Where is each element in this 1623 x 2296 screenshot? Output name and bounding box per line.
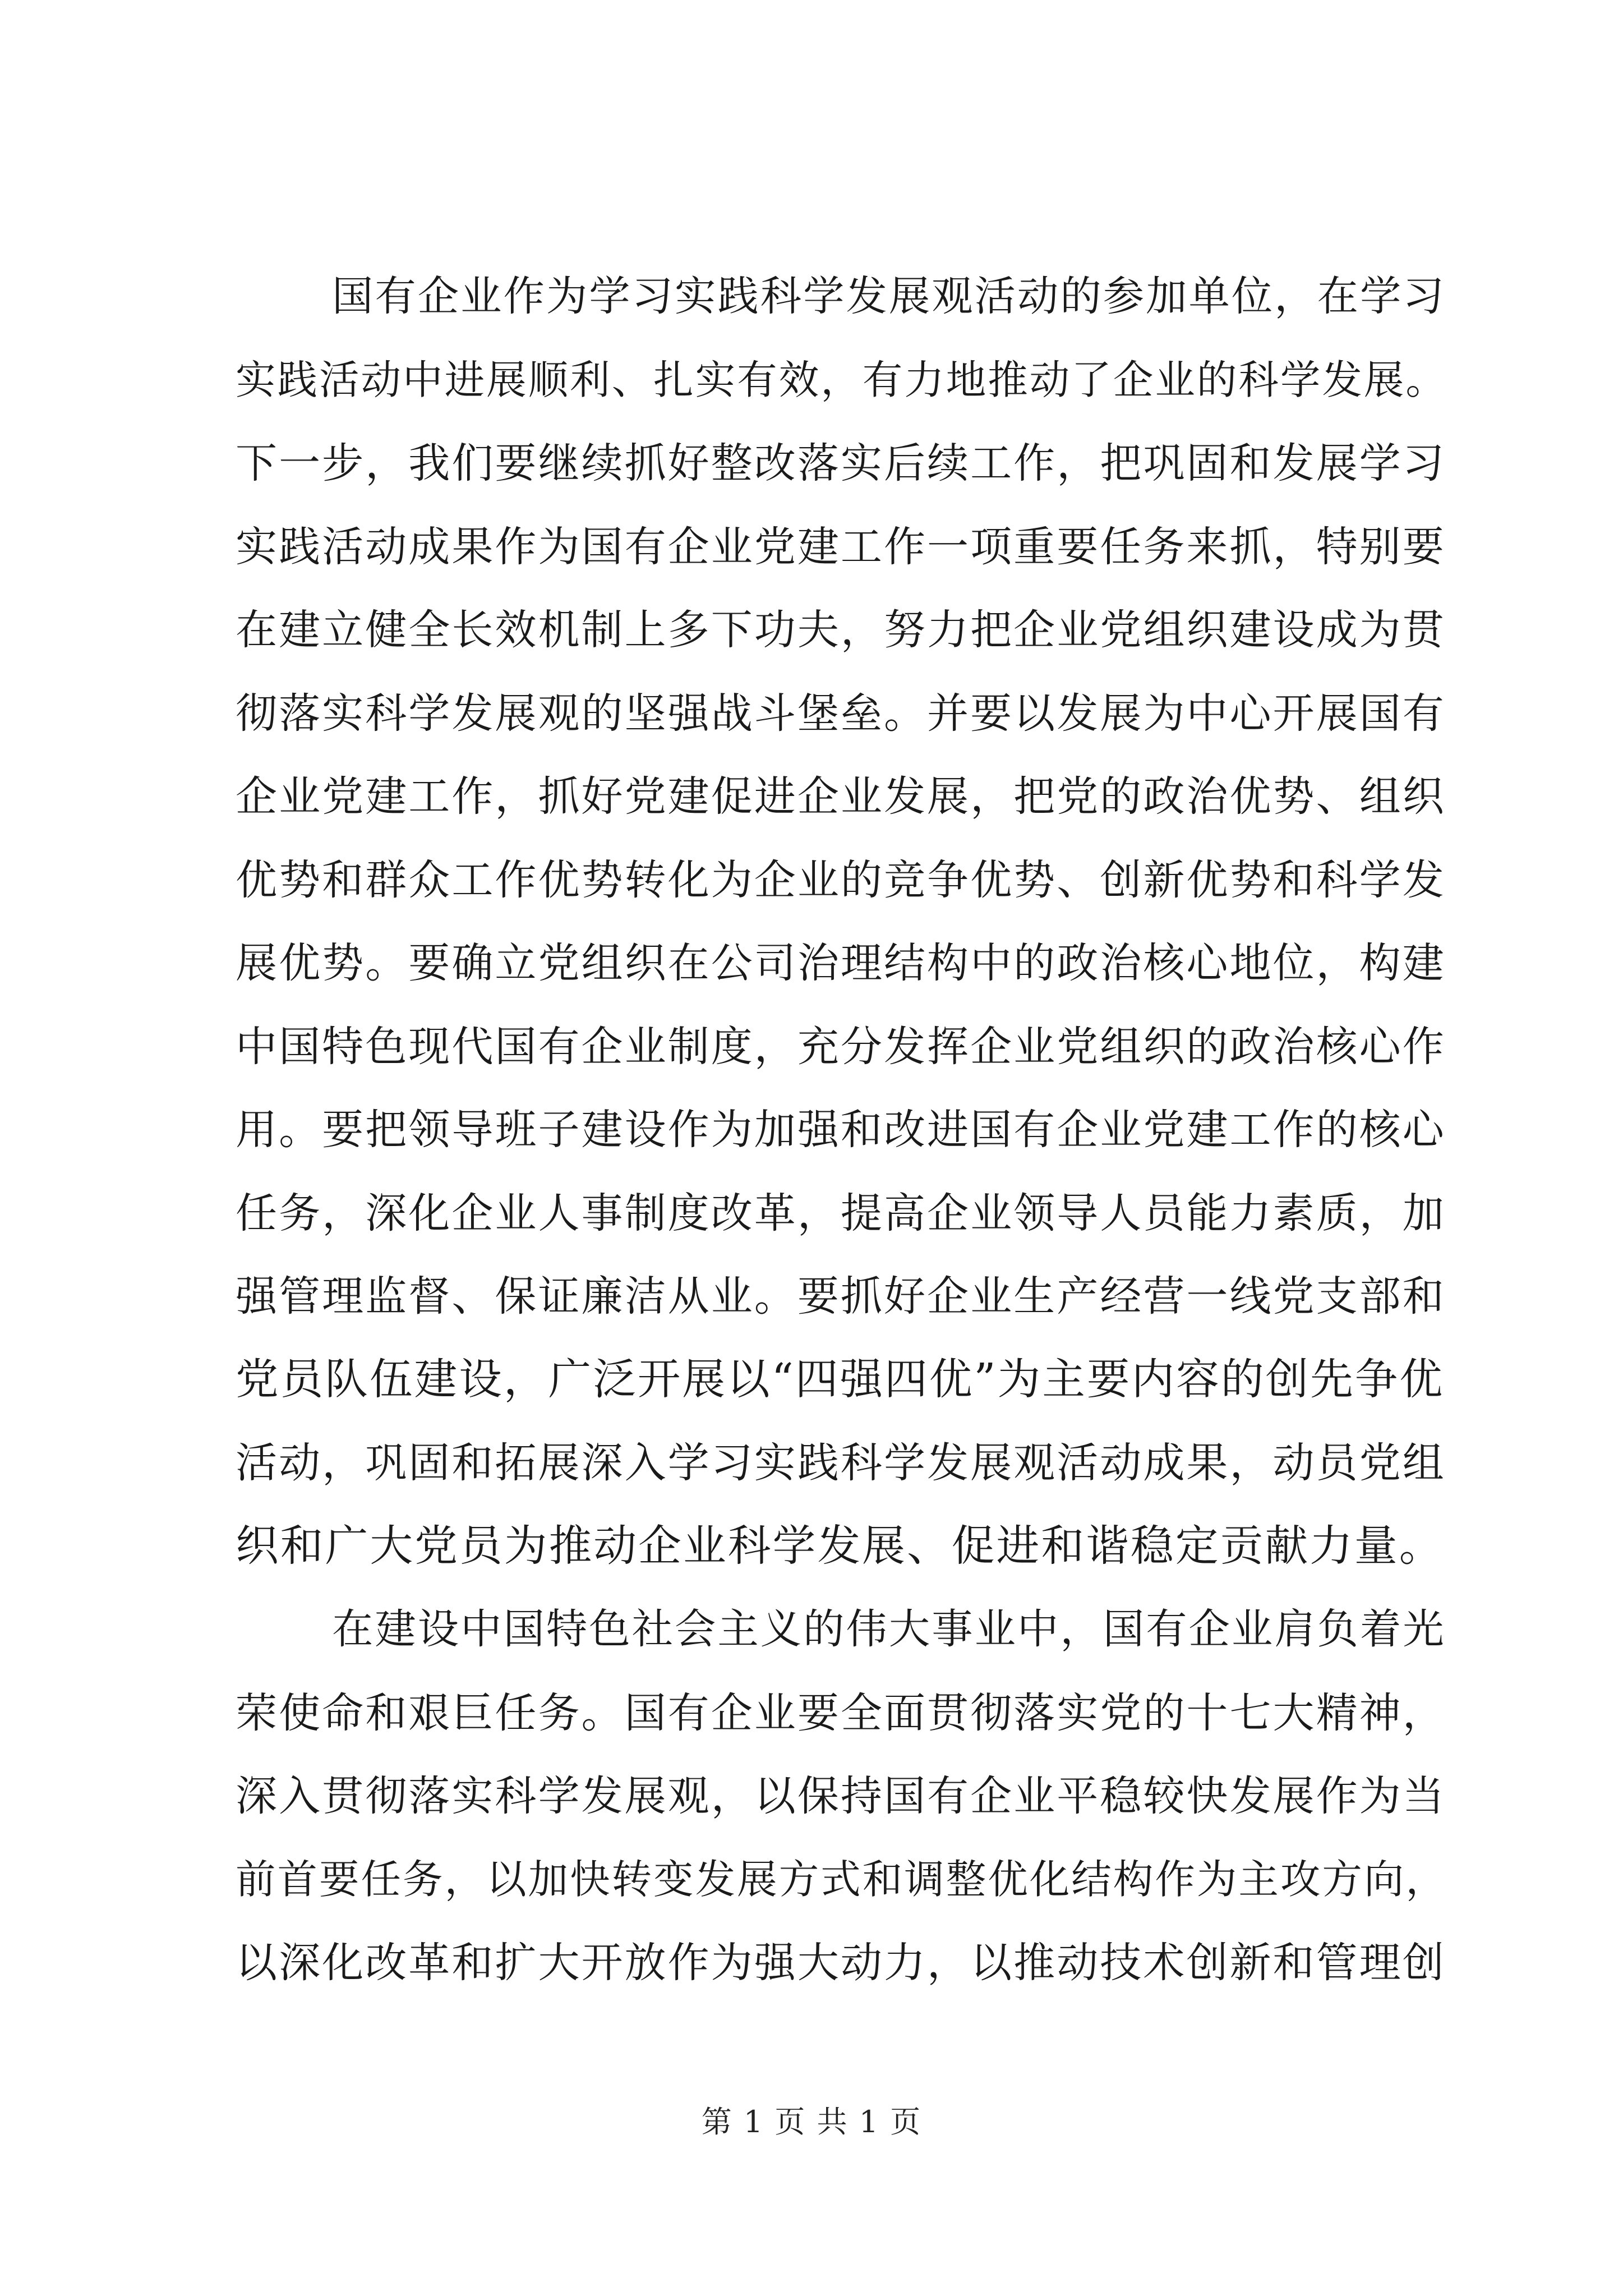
paragraph-2-line-5: 以深化改革和扩大开放作为强大动力，以推动技术创新和管理创 xyxy=(236,1939,1446,1987)
paragraph-1-line-15: 活动，巩固和拓展深入学习实践科学发展观活动成果，动员党组 xyxy=(236,1439,1446,1487)
paragraph-1-line-12: 任务，深化企业人事制度改革，提高企业领导人员能力素质，加 xyxy=(236,1189,1446,1237)
paragraph-1-line-11: 用。要把领导班子建设作为加强和改进国有企业党建工作的核心 xyxy=(236,1106,1446,1154)
document-body xyxy=(236,255,1447,2005)
paragraph-2-line-2: 荣使命和艰巨任务。国有企业要全面贯彻落实党的十七大精神， xyxy=(236,1688,1446,1737)
paragraph-1-line-16: 织和广大党员为推动企业科学发展、促进和谐稳定贡献力量。 xyxy=(236,1521,1444,1571)
paragraph-1-line-13: 强管理监督、保证廉洁从业。要抓好企业生产经营一线党支部和 xyxy=(236,1272,1446,1320)
paragraph-2-line-1: 在建设中国特色社会主义的伟大事业中，国有企业肩负着光 xyxy=(332,1605,1446,1653)
paragraph-1-line-10: 中国特色现代国有企业制度，充分发挥企业党组织的政治核心作 xyxy=(236,1022,1446,1071)
paragraph-1-line-14: 党员队伍建设，广泛开展以“四强四优”为主要内容的创先争优 xyxy=(236,1354,1445,1405)
paragraph-2-line-4: 前首要任务，以加快转变发展方式和调整优化结构作为主攻方向， xyxy=(236,1856,1447,1903)
paragraph-1-line-4: 实践活动成果作为国有企业党建工作一项重要任务来抓，特别要 xyxy=(236,522,1446,571)
paragraph-1-line-7: 企业党建工作，抓好党建促进企业发展，把党的政治优势、组织 xyxy=(236,772,1446,821)
paragraph-1-line-5: 在建立健全长效机制上多下功夫，努力把企业党组织建设成为贯 xyxy=(236,606,1446,654)
paragraph-1-line-6: 彻落实科学发展观的坚强战斗堡垒。并要以发展为中心开展国有 xyxy=(236,689,1446,738)
paragraph-1-line-8: 优势和群众工作优势转化为企业的竞争优势、创新优势和科学发 xyxy=(236,855,1446,904)
paragraph-1-line-2: 实践活动中进展顺利、扎实有效，有力地推动了企业的科学发展。 xyxy=(236,356,1447,403)
paragraph-1-line-1: 国有企业作为学习实践科学发展观活动的参加单位，在学习 xyxy=(332,273,1446,320)
paragraph-1-line-9: 展优势。要确立党组织在公司治理结构中的政治核心地位，构建 xyxy=(236,939,1446,987)
page-footer xyxy=(0,2098,1623,2141)
paragraph-1-line-3: 下一步，我们要继续抓好整改落实后续工作，把巩固和发展学习 xyxy=(236,439,1446,487)
page-number-label: 第 1 页 共 1 页 xyxy=(701,2104,922,2139)
paragraph-2-line-3: 深入贯彻落实科学发展观，以保持国有企业平稳较快发展作为当 xyxy=(236,1772,1446,1820)
